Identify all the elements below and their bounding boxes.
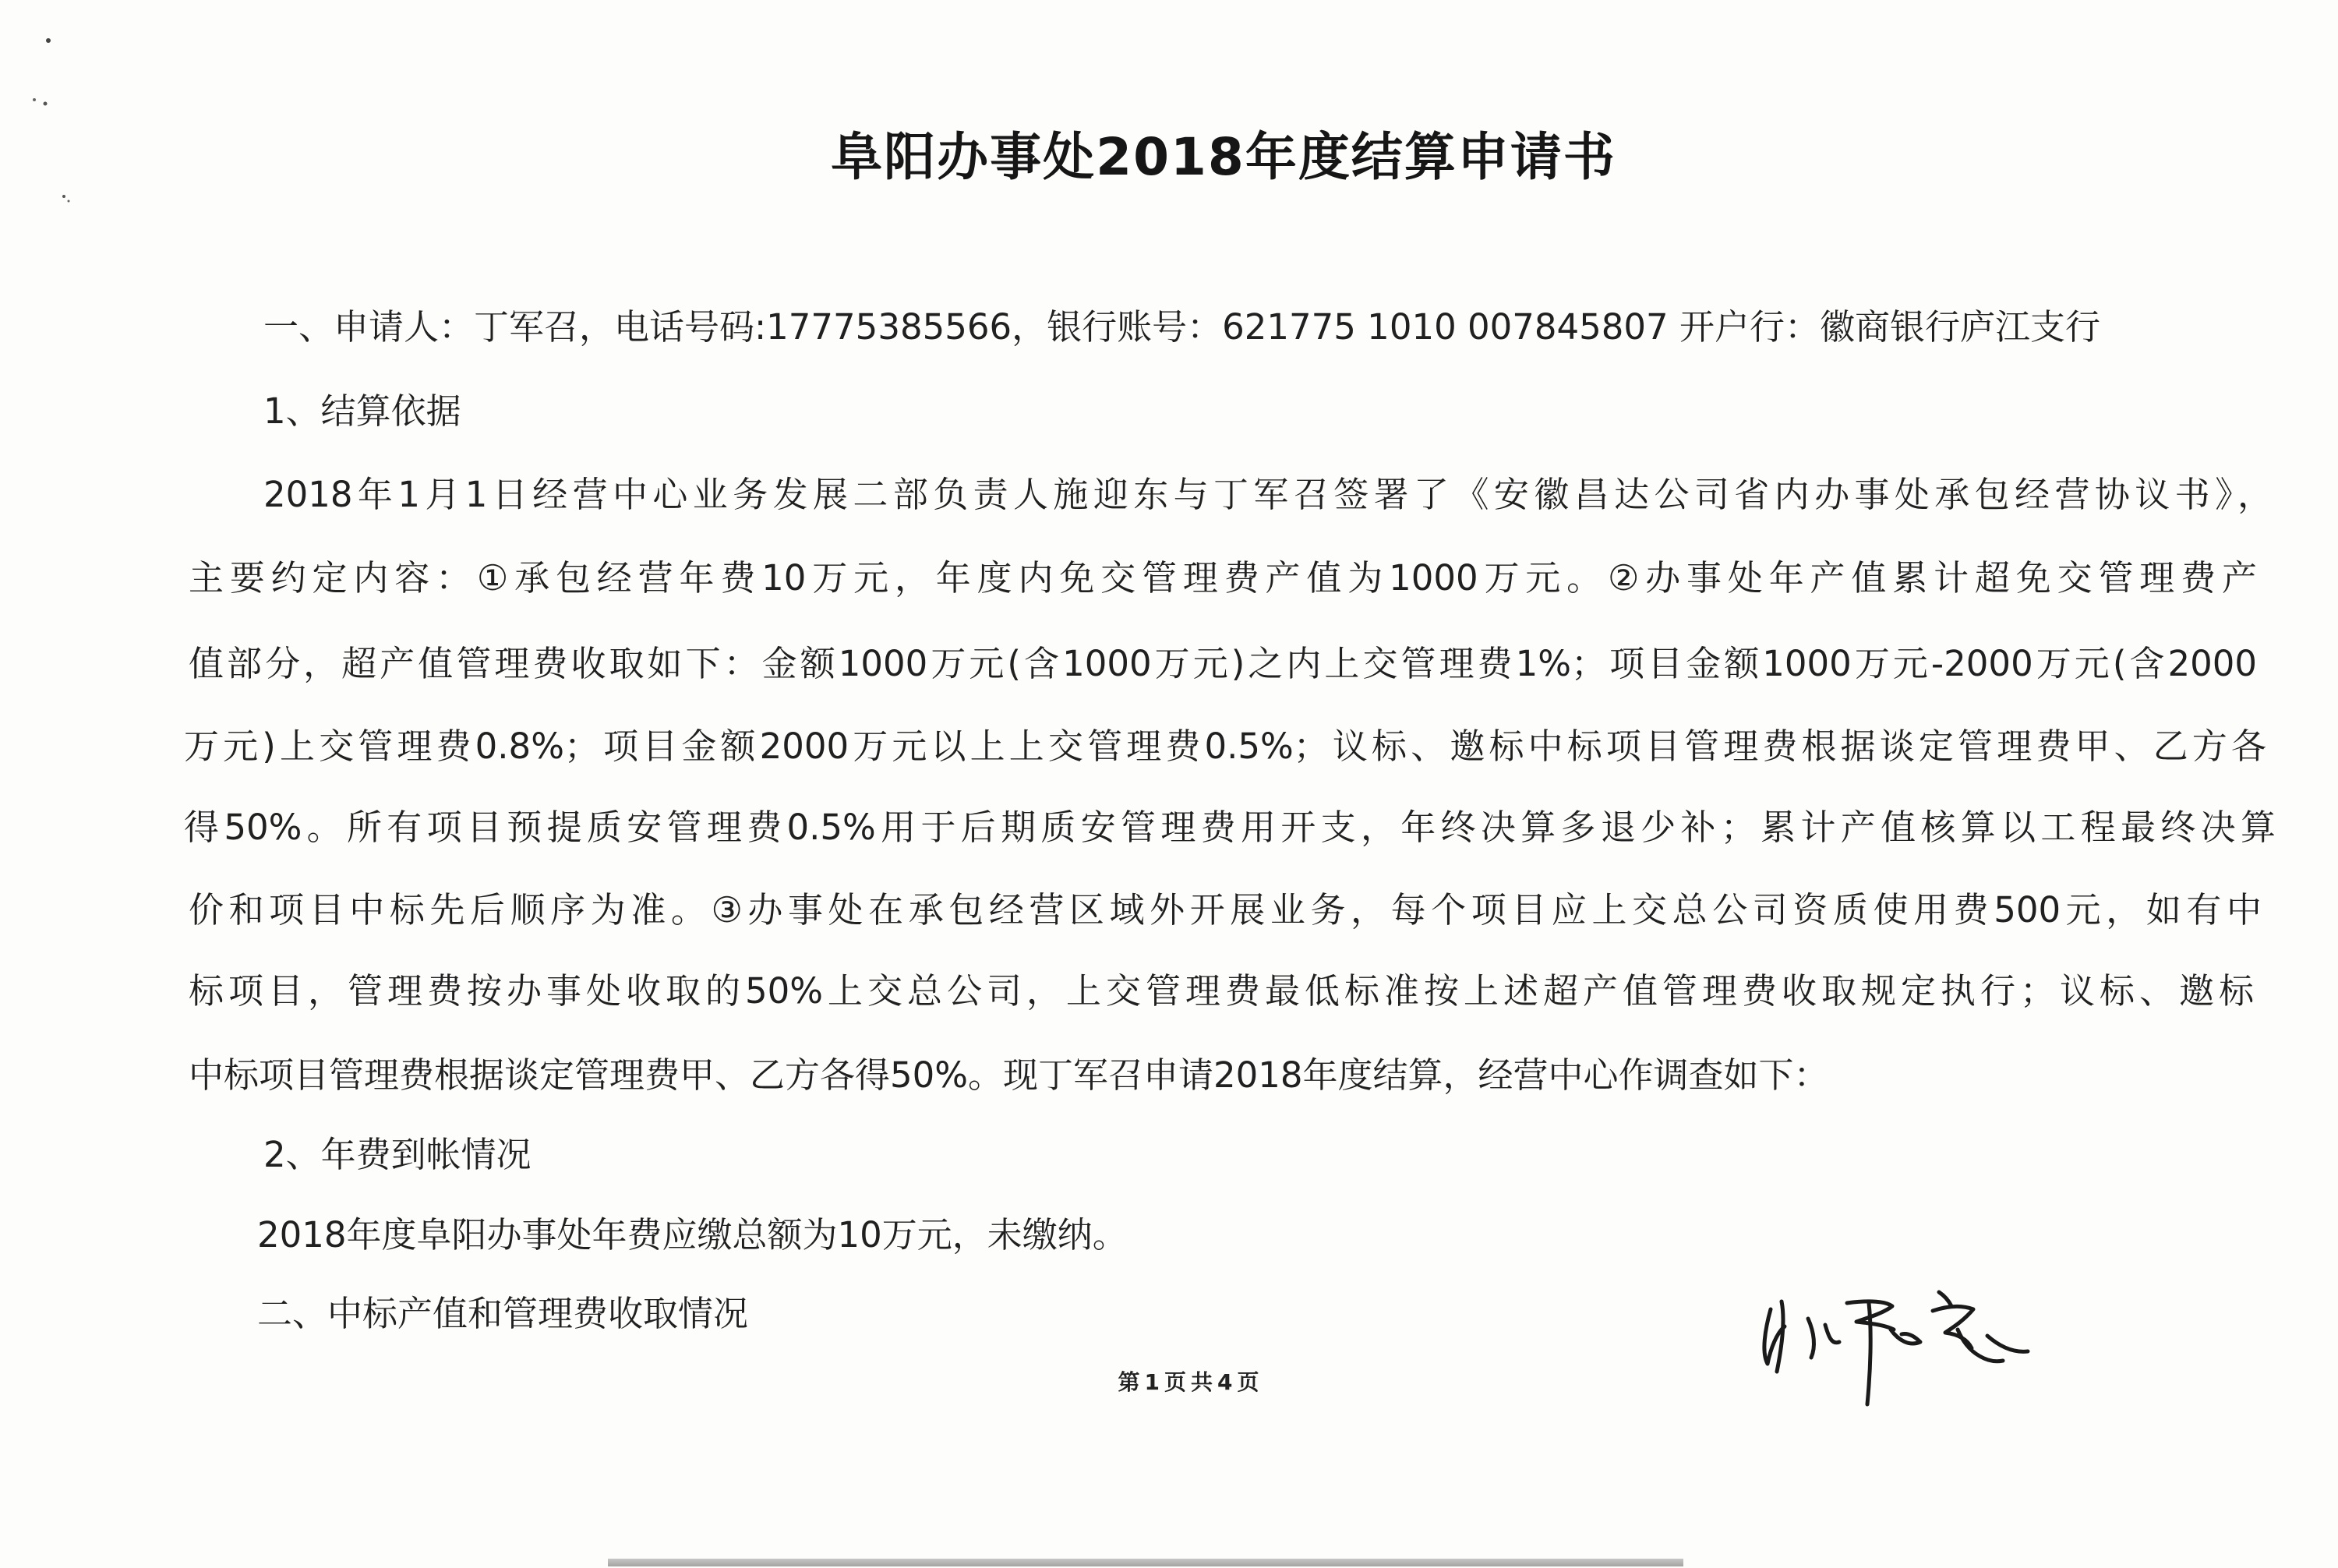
annual-fee-statement: 2018年度阜阳办事处年费应缴总额为10万元，未缴纳。	[257, 1214, 1128, 1255]
paragraph-line-3: 值部分，超产值管理费收取如下：金额1000万元(含1000万元)之内上交管理费1%；项目金额1000万元-2000万元(含2000	[189, 643, 2257, 684]
paragraph-line-1: 2018年1月1日经营中心业务发展二部负责人施迎东与丁军召签署了《安徽昌达公司省内办事处承包经营协议书》，	[263, 474, 2273, 515]
section-annual-fee: 2、年费到帐情况	[263, 1134, 532, 1175]
paragraph-line-5: 得50%。所有项目预提质安管理费0.5%用于后期质安管理费用开支，年终决算多退少补；累计产值核算以工程最终决算	[184, 807, 2276, 848]
page-number-footer: 第1页共4页	[1118, 1369, 1264, 1395]
paragraph-line-4: 万元)上交管理费0.8%；项目金额2000万元以上上交管理费0.5%；议标、邀标中标项目管理费根据谈定管理费甲、乙方各	[184, 726, 2266, 767]
paragraph-line-7: 标项目，管理费按办事处收取的50%上交总公司，上交管理费最低标准按上述超产值管理费收取规定执行；议标、邀标	[189, 970, 2254, 1012]
scan-bottom-edge	[608, 1559, 1683, 1566]
paragraph-line-6: 价和项目中标先后顺序为准。③办事处在承包经营区域外开展业务，每个项目应上交总公司资质使用费500元，如有中	[189, 889, 2262, 931]
paragraph-line-2: 主要约定内容：①承包经营年费10万元，年度内免交管理费产值为1000万元。②办事处年产值累计超免交管理费产	[189, 557, 2257, 599]
paragraph-line-8: 中标项目管理费根据谈定管理费甲、乙方各得50%。现丁军召申请2018年度结算，经营中心作调查如下：	[189, 1054, 1829, 1096]
section-settlement-basis: 1、结算依据	[263, 390, 461, 432]
section-bid-value: 二、中标产值和管理费收取情况	[257, 1293, 749, 1334]
applicant-info-line: 一、申请人：丁军召，电话号码:17775385566，银行账号：621775 1010 007845807 开户行：徽商银行庐江支行	[263, 306, 2100, 348]
document-title: 阜阳办事处2018年度结算申请书	[831, 127, 1616, 187]
